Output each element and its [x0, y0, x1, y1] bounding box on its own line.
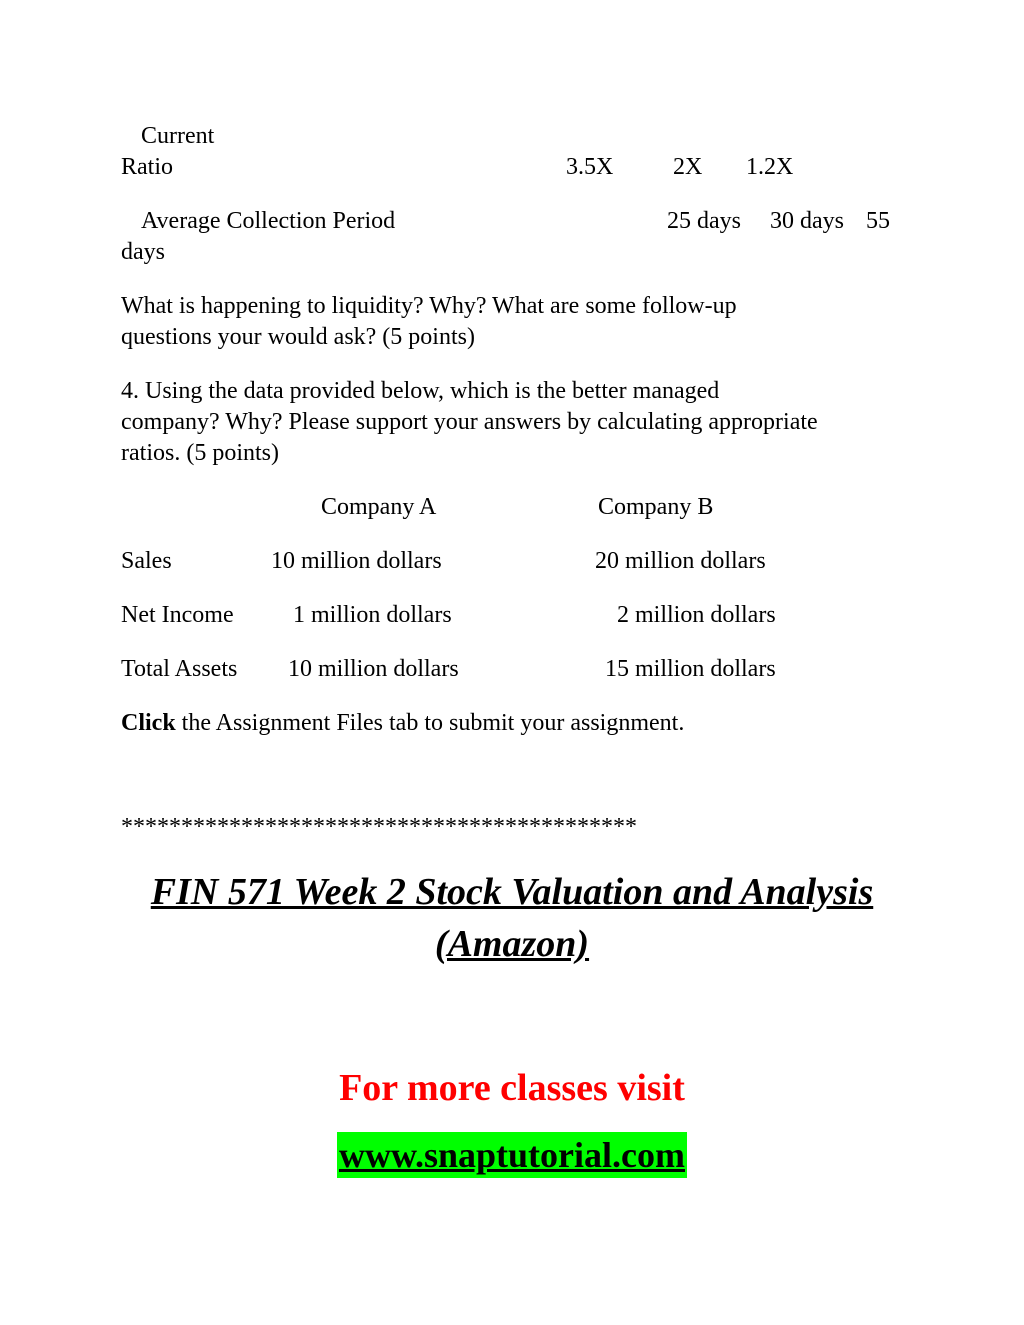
website-link[interactable]: www.snaptutorial.com — [337, 1132, 687, 1178]
instruction-click: Click — [121, 710, 176, 736]
current-ratio-value-2: 2X — [673, 154, 703, 180]
course-heading: FIN 571 Week 2 Stock Valuation and Analysis (Amazon) — [150, 871, 874, 965]
separator-stars: ******************************************* — [121, 814, 637, 840]
total-assets-company-a: 10 million dollars — [288, 656, 459, 682]
current-ratio-label-line2: Ratio — [121, 154, 173, 180]
net-income-company-b: 2 million dollars — [617, 602, 776, 628]
instruction-rest: the Assignment Files tab to submit your assignment. — [175, 710, 685, 736]
header-company-a: Company A — [321, 494, 437, 520]
question-4 — [121, 376, 821, 469]
submit-instruction — [121, 708, 684, 739]
current-ratio-value-3: 1.2X — [746, 154, 794, 180]
row-label-net-income: Net Income — [121, 602, 234, 628]
promo-text: For more classes visit — [339, 1067, 685, 1109]
header-company-b: Company B — [598, 494, 714, 520]
website-link-wrap — [0, 1132, 1024, 1178]
collection-period-value-1: 25 days — [667, 208, 741, 234]
row-label-sales: Sales — [121, 548, 172, 574]
liquidity-question — [121, 291, 831, 353]
liquidity-question-text: What is happening to liquidity? Why? What are some follow-up questions your would ask? (5 points) — [121, 293, 737, 350]
collection-period-value-3: 55 — [866, 208, 890, 234]
sales-company-b: 20 million dollars — [595, 548, 766, 574]
total-assets-company-b: 15 million dollars — [605, 656, 776, 682]
collection-period-value-2: 30 days — [770, 208, 844, 234]
question-4-text: 4. Using the data provided below, which is the better managed company? Why? Please support your answers by calculating appropriate ratios. (5 points) — [121, 378, 818, 466]
current-ratio-label-line1: Current — [141, 123, 215, 149]
net-income-company-a: 1 million dollars — [293, 602, 452, 628]
current-ratio-value-1: 3.5X — [566, 154, 614, 180]
row-label-total-assets: Total Assets — [121, 656, 238, 682]
collection-period-wrap: days — [121, 239, 165, 265]
collection-period-label: Average Collection Period — [141, 208, 396, 234]
sales-company-a: 10 million dollars — [271, 548, 442, 574]
